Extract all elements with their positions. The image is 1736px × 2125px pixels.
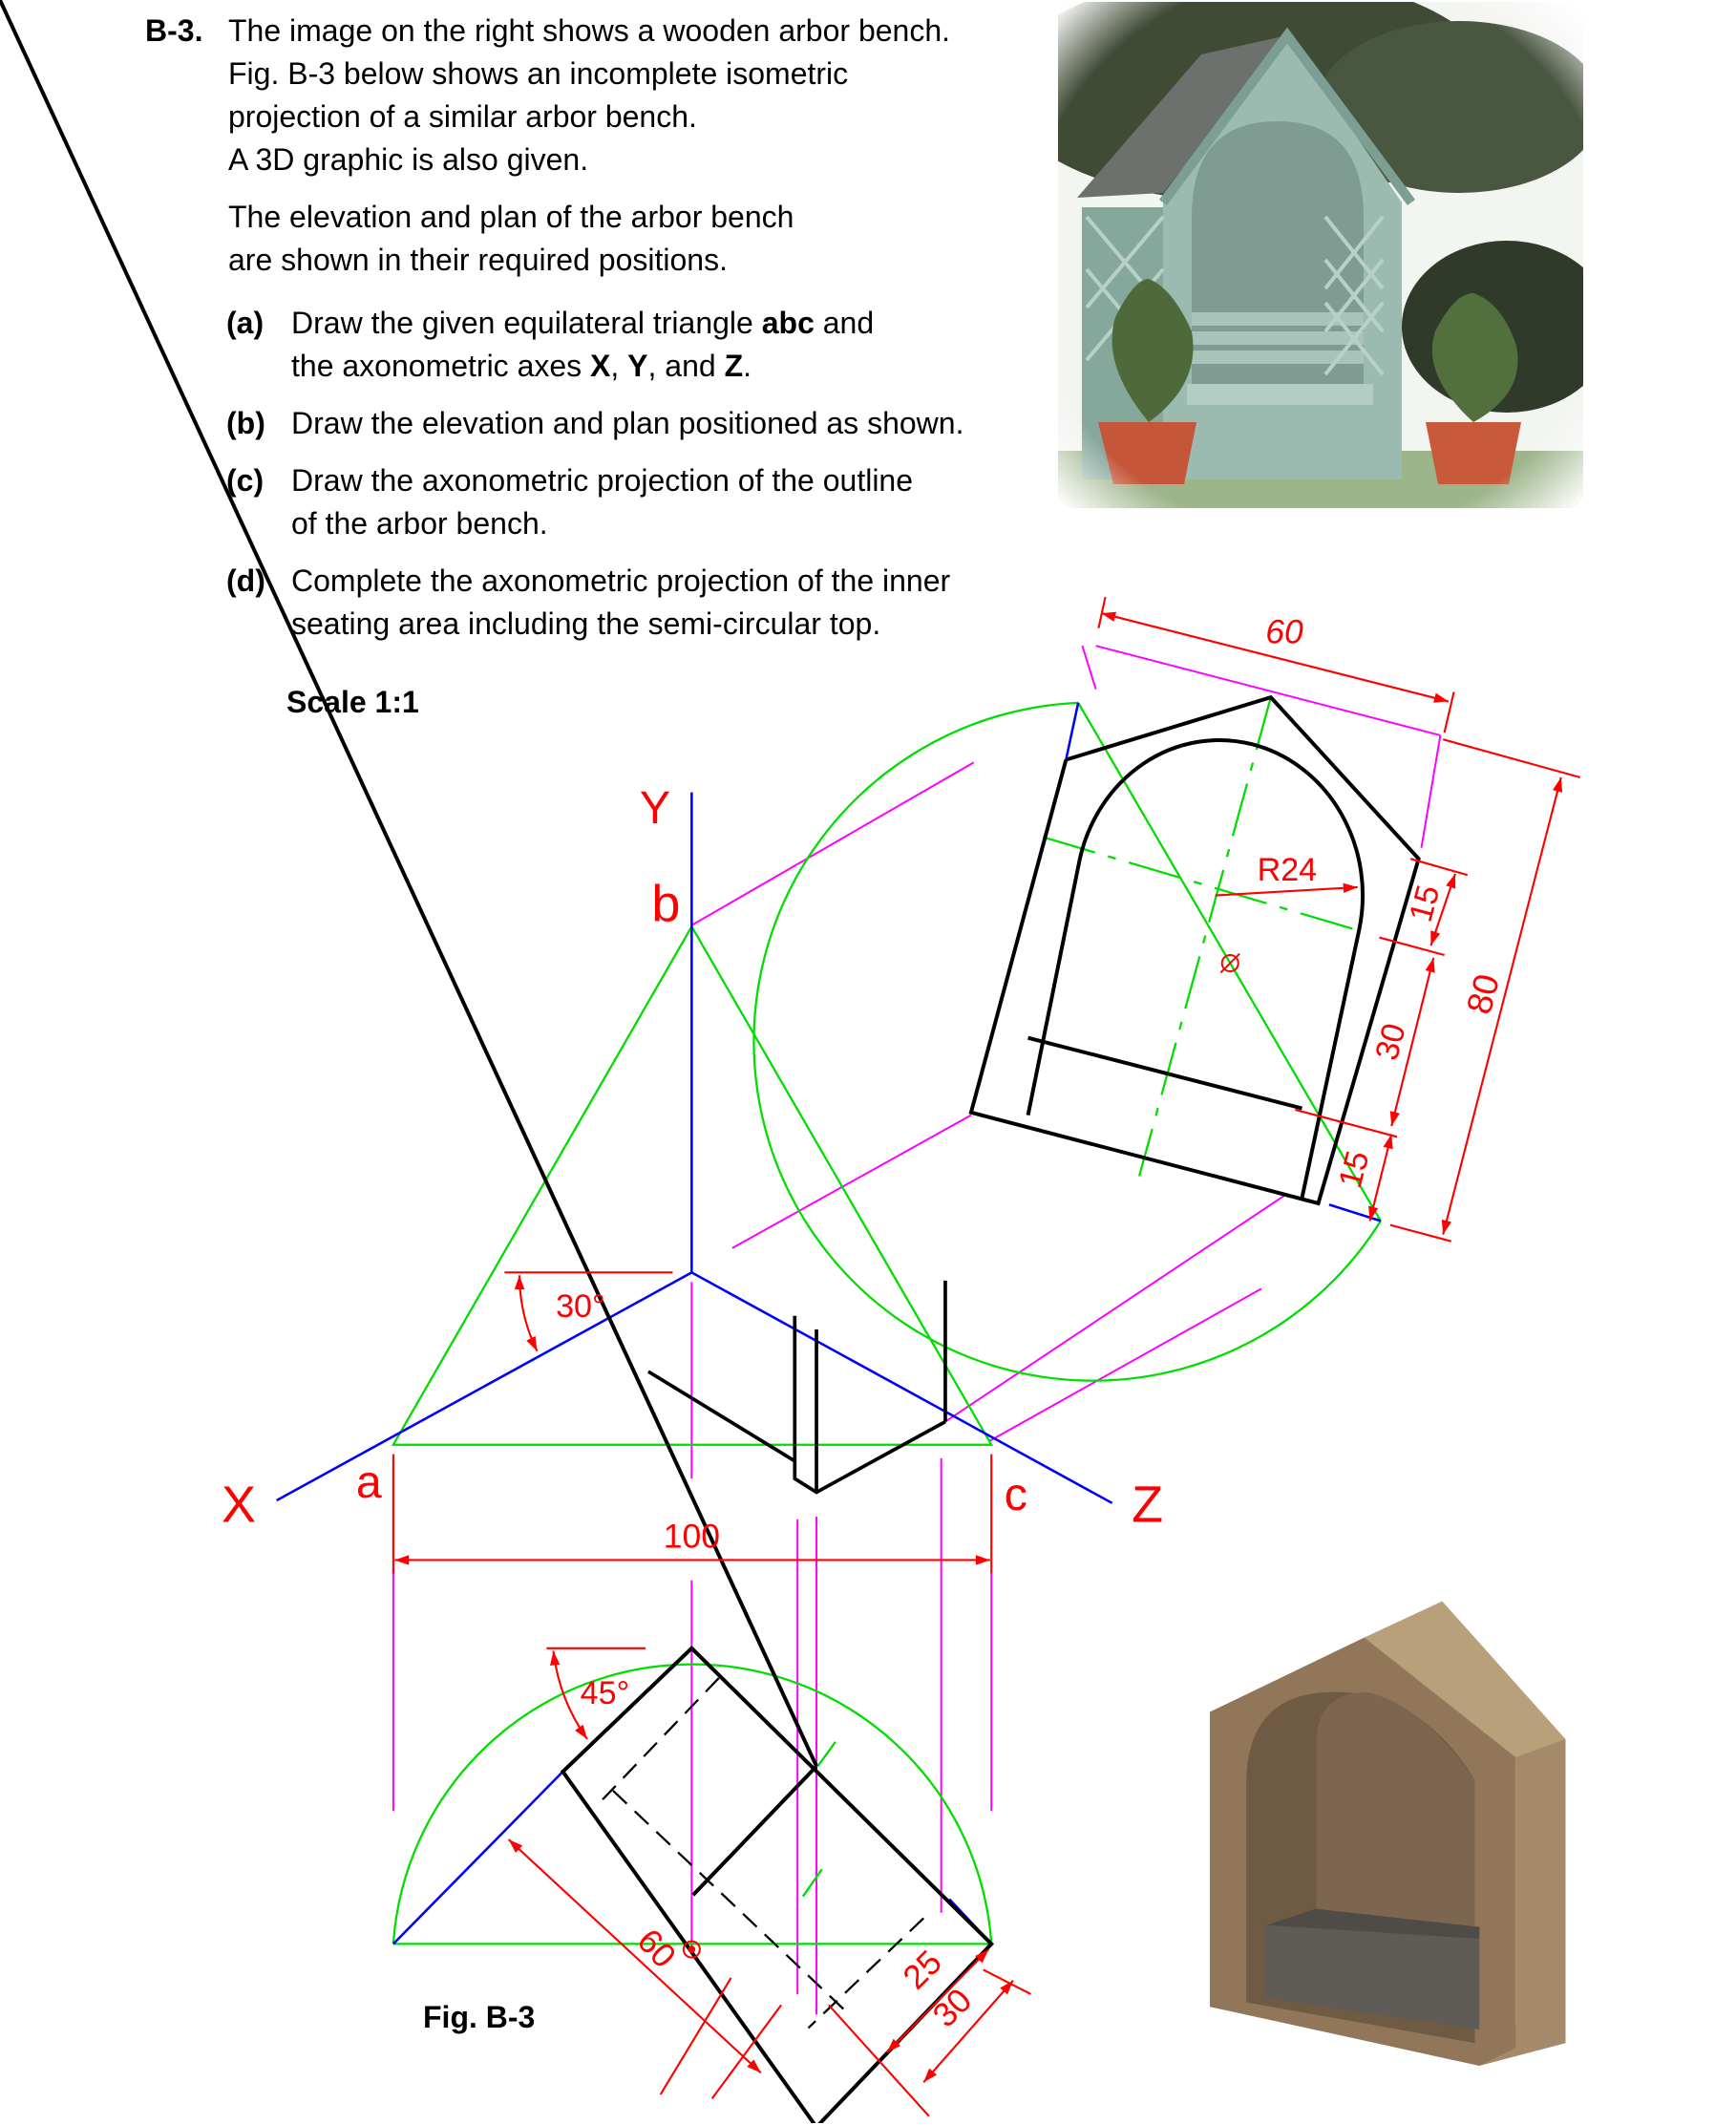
intro-line: A 3D graphic is also given. xyxy=(228,142,589,177)
text-run: Draw the given equilateral triangle xyxy=(291,306,762,340)
text-run: Draw the elevation and plan positioned as shown. xyxy=(291,406,964,440)
para2-line: The elevation and plan of the arbor bench xyxy=(228,200,794,234)
elevation-seat-line xyxy=(1028,1038,1302,1109)
text-run: Draw the axonometric projection of the outline xyxy=(291,463,914,498)
dim-15-lower-label: 15 xyxy=(1331,1147,1377,1192)
text-run-bold: X xyxy=(590,349,611,383)
text-run: , xyxy=(610,349,628,383)
dim-80-label: 80 xyxy=(1458,969,1508,1018)
dim-30-plan-label: 30 xyxy=(924,1981,980,2035)
text-run: of the arbor bench. xyxy=(291,506,548,541)
elevation-arc xyxy=(753,703,1380,1381)
point-label-c: c xyxy=(1004,1468,1027,1520)
axis-label-x: X xyxy=(221,1476,256,1534)
intro-line: projection of a similar arbor bench. xyxy=(228,99,697,134)
arbor-bench-3d-render xyxy=(1184,1576,1566,2120)
plan-hidden-lines xyxy=(598,1678,923,2028)
text-run: , and xyxy=(647,349,725,383)
para2-line: are shown in their required positions. xyxy=(228,243,728,277)
text-run: Complete the axonometric projection of the inner xyxy=(291,563,951,598)
dim-15-upper-label: 15 xyxy=(1402,881,1448,926)
text-run: the axonometric axes xyxy=(291,349,591,383)
scale-label: Scale 1:1 xyxy=(286,685,419,719)
point-label-a: a xyxy=(355,1456,382,1509)
x-axis xyxy=(277,1272,692,1500)
text-run: seating area including the semi-circular top. xyxy=(291,606,881,641)
axis-label-y: Y xyxy=(639,782,671,835)
dim-100-label: 100 xyxy=(663,1517,720,1556)
part-label: (b) xyxy=(226,406,265,440)
text-run: and xyxy=(814,306,875,340)
part-label: (d) xyxy=(226,563,265,598)
part-label: (a) xyxy=(226,306,265,340)
point-label-b: b xyxy=(651,875,681,933)
render-illustration xyxy=(1184,1576,1566,2120)
z-axis xyxy=(691,1272,1111,1502)
intro-line: The image on the right shows a wooden arbor bench. xyxy=(228,13,951,48)
question-number: B-3. xyxy=(145,13,203,48)
dim-60-elevation-label: 60 xyxy=(1265,612,1303,651)
text-run-bold: abc xyxy=(761,306,815,340)
angle-30-label: 30° xyxy=(556,1288,605,1326)
elevation-outline xyxy=(971,697,1419,1203)
angle-45-label: 45° xyxy=(580,1675,630,1712)
dim-r24-label: R24 xyxy=(1257,851,1318,888)
text-run-bold: Z xyxy=(724,349,744,383)
intro-line: Fig. B-3 below shows an incomplete isometric xyxy=(228,56,849,91)
part-label: (c) xyxy=(226,463,265,498)
axis-label-z: Z xyxy=(1132,1476,1164,1534)
dim-25-label: 25 xyxy=(895,1943,949,1997)
dim-30-label: 30 xyxy=(1368,1019,1413,1065)
text-run: . xyxy=(743,349,752,383)
text-run-bold: Y xyxy=(627,349,648,383)
dim-60-plan-label: 60 xyxy=(629,1921,684,1976)
center-marks xyxy=(684,954,1239,1958)
figure-caption: Fig. B-3 xyxy=(423,2000,536,2034)
